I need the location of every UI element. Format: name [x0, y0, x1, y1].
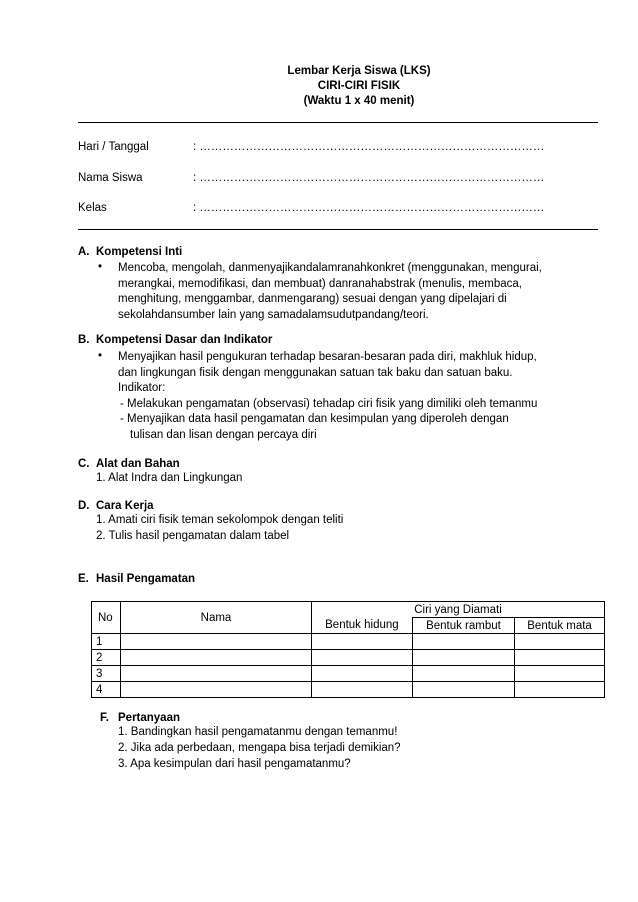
- cell-nama[interactable]: [121, 650, 312, 666]
- section-d-item: 1. Amati ciri fisik teman sekolompok dengan teliti: [96, 514, 344, 526]
- section-e-title: E. Hasil Pengamatan: [78, 573, 196, 585]
- header-divider: [78, 122, 598, 123]
- cell-nama[interactable]: [121, 682, 312, 698]
- section-f-title: F. Pertanyaan: [100, 712, 181, 724]
- time-line: (Waktu 1 x 40 menit): [303, 95, 415, 107]
- col-header-group: Ciri yang Diamati: [312, 602, 605, 618]
- section-a-title: A. Kompetensi Inti: [78, 246, 183, 258]
- col-header-rambut: Bentuk rambut: [412, 618, 514, 634]
- cell-hidung[interactable]: [312, 666, 413, 682]
- cell-rambut[interactable]: [412, 634, 514, 650]
- field-date-label: Hari / Tanggal: [78, 141, 149, 153]
- field-name-label: Nama Siswa: [78, 172, 143, 184]
- col-header-nama: Nama: [121, 602, 312, 634]
- section-b-text: Menyajikan hasil pengukuran terhadap besaran-besaran pada diri, makhluk hidup, dan lingkungan fisik dengan menggunakan satuan tak baku dan satuan baku. Indikator: - Melakukan pengamatan (observasi) tehadap ciri fisik yang dimiliki oleh temanmu - Menyajikan data hasil pengamatan dan kesimpulan yang diperoleh dengan tulisan dan lisan dengan percaya diri: [118, 351, 538, 441]
- field-class-label: Kelas: [78, 202, 107, 214]
- section-d-item: 2. Tulis hasil pengamatan dalam tabel: [96, 530, 290, 542]
- section-a: [78, 246, 598, 321]
- col-header-no: No: [92, 602, 121, 634]
- row-number: 3: [92, 666, 121, 682]
- table-row: [92, 666, 605, 682]
- cell-hidung[interactable]: [312, 634, 413, 650]
- field-name-value[interactable]: : ………………………………………………………………………………: [193, 172, 545, 184]
- bullet-icon: •: [98, 261, 103, 273]
- row-number: 4: [92, 682, 121, 698]
- table-row: [92, 682, 605, 698]
- subtitle-line: CIRI-CIRI FISIK: [317, 80, 401, 92]
- section-f: [100, 712, 580, 772]
- cell-rambut[interactable]: [412, 650, 514, 666]
- section-a-text: Mencoba, mengolah, danmenyajikandalamranahkonkret (menggunakan, mengurai, merangkai, memodifikasi, dan membuat) danranahabstrak (menulis, membaca, menghitung, menggambar, danmengarang) sesuai dengan yang dipelajari di sekolahdansumber lain yang samadalamsudutpandang/teori.: [118, 262, 542, 321]
- cell-mata[interactable]: [515, 634, 605, 650]
- question-item: 3. Apa kesimpulan dari hasil pengamatanmu?: [118, 758, 351, 770]
- col-header-hidung: Bentuk hidung: [312, 618, 413, 634]
- table-row: [92, 634, 605, 650]
- cell-rambut[interactable]: [412, 666, 514, 682]
- title-line: Lembar Kerja Siswa (LKS): [287, 65, 431, 77]
- field-class-value[interactable]: : ………………………………………………………………………………: [193, 202, 545, 214]
- fields-divider: [78, 229, 598, 230]
- question-item: 2. Jika ada perbedaan, mengapa bisa terjadi demikian?: [118, 742, 401, 754]
- section-b-title: B. Kompetensi Dasar dan Indikator: [78, 334, 273, 346]
- cell-mata[interactable]: [515, 682, 605, 698]
- cell-hidung[interactable]: [312, 682, 413, 698]
- cell-nama[interactable]: [121, 666, 312, 682]
- section-c-item: 1. Alat Indra dan Lingkungan: [96, 472, 243, 484]
- question-item: 1. Bandingkan hasil pengamatanmu dengan temanmu!: [118, 726, 398, 738]
- section-b: [78, 334, 598, 441]
- cell-mata[interactable]: [515, 650, 605, 666]
- section-c: [78, 458, 598, 486]
- section-d-title: D. Cara Kerja: [78, 500, 154, 512]
- col-header-mata: Bentuk mata: [515, 618, 605, 634]
- section-d: [78, 500, 598, 544]
- field-date-value[interactable]: : ………………………………………………………………………………: [193, 141, 545, 153]
- cell-rambut[interactable]: [412, 682, 514, 698]
- section-c-title: C. Alat dan Bahan: [78, 458, 180, 470]
- section-e: [78, 573, 598, 585]
- row-number: 2: [92, 650, 121, 666]
- cell-hidung[interactable]: [312, 650, 413, 666]
- bullet-icon: •: [98, 350, 103, 362]
- cell-mata[interactable]: [515, 666, 605, 682]
- observation-table: [91, 601, 605, 698]
- cell-nama[interactable]: [121, 634, 312, 650]
- row-number: 1: [92, 634, 121, 650]
- table-row: [92, 650, 605, 666]
- document-title: [0, 64, 638, 109]
